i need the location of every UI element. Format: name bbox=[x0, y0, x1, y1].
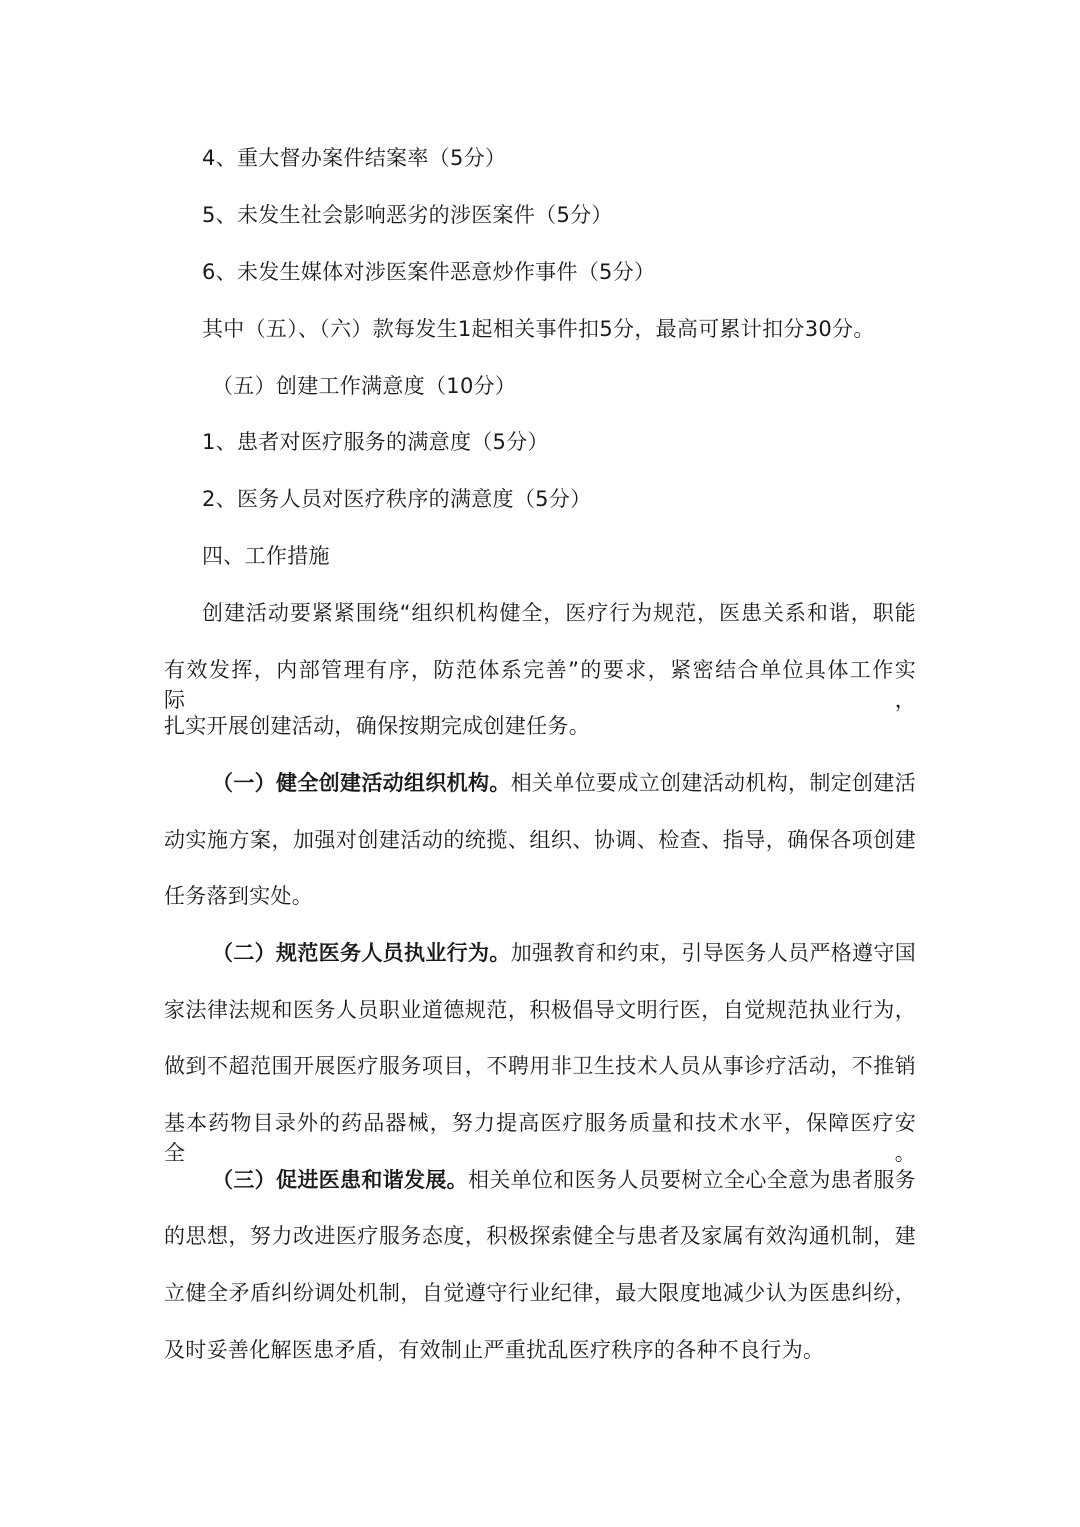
section-heading: 四、工作措施 bbox=[202, 544, 330, 568]
score-item-6: 6、未发生媒体对涉医案件恶意炒作事件（5分） bbox=[202, 260, 656, 284]
intro-line-2: 有效发挥，内部管理有序，防范体系完善”的要求，紧密结合单位具体工作实际， bbox=[164, 658, 916, 712]
measure-1-first-line bbox=[212, 768, 916, 798]
score-item-5: 5、未发生社会影响恶劣的涉医案件（5分） bbox=[202, 203, 613, 227]
intro-line-3: 扎实开展创建活动，确保按期完成创建任务。 bbox=[164, 714, 590, 738]
intro-line-1: 创建活动要紧紧围绕“组织机构健全，医疗行为规范，医患关系和谐，职能 bbox=[202, 601, 916, 625]
satisfaction-item-1: 1、患者对医疗服务的满意度（5分） bbox=[202, 430, 549, 454]
measure-2-first-line bbox=[212, 938, 916, 968]
satisfaction-heading: （五）创建工作满意度（10分） bbox=[212, 374, 517, 398]
measure-3-line-4: 及时妥善化解医患矛盾，有效制止严重扰乱医疗秩序的各种不良行为。 bbox=[164, 1338, 825, 1362]
measure-2-title: （二）规范医务人员执业行为。 bbox=[212, 941, 511, 965]
measure-3-title: （三）促进医患和谐发展。 bbox=[212, 1168, 469, 1192]
measure-2-line-2: 家法律法规和医务人员职业道德规范，积极倡导文明行医，自觉规范执业行为， bbox=[164, 998, 916, 1022]
measure-2-text: 加强教育和约束，引导医务人员严格遵守国 bbox=[510, 941, 917, 965]
deduction-note: 其中（五）、（六）款每发生1起相关事件扣5分，最高可累计扣分30分。 bbox=[202, 317, 875, 341]
measure-2-line-3: 做到不超范围开展医疗服务项目，不聘用非卫生技术人员从事诊疗活动，不推销 bbox=[164, 1054, 916, 1078]
measure-1-line-3: 任务落到实处。 bbox=[164, 884, 314, 908]
measure-1-line-2: 动实施方案，加强对创建活动的统揽、组织、协调、检查、指导，确保各项创建 bbox=[164, 828, 916, 852]
measure-1-text: 相关单位要成立创建活动机构，制定创建活 bbox=[510, 771, 917, 795]
measure-3-line-2: 的思想，努力改进医疗服务态度，积极探索健全与患者及家属有效沟通机制，建 bbox=[164, 1224, 916, 1248]
measure-3-first-line bbox=[212, 1165, 916, 1195]
satisfaction-item-2: 2、医务人员对医疗秩序的满意度（5分） bbox=[202, 487, 592, 511]
score-item-4: 4、重大督办案件结案率（5分） bbox=[202, 146, 507, 170]
measure-1-title: （一）健全创建活动组织机构。 bbox=[212, 771, 511, 795]
measure-2-line-4: 基本药物目录外的药品器械，努力提高医疗服务质量和技术水平，保障医疗安全。 bbox=[164, 1111, 916, 1165]
measure-3-line-3: 立健全矛盾纠纷调处机制，自觉遵守行业纪律，最大限度地减少认为医患纠纷， bbox=[164, 1281, 916, 1305]
measure-3-text: 相关单位和医务人员要树立全心全意为患者服务 bbox=[468, 1168, 916, 1192]
